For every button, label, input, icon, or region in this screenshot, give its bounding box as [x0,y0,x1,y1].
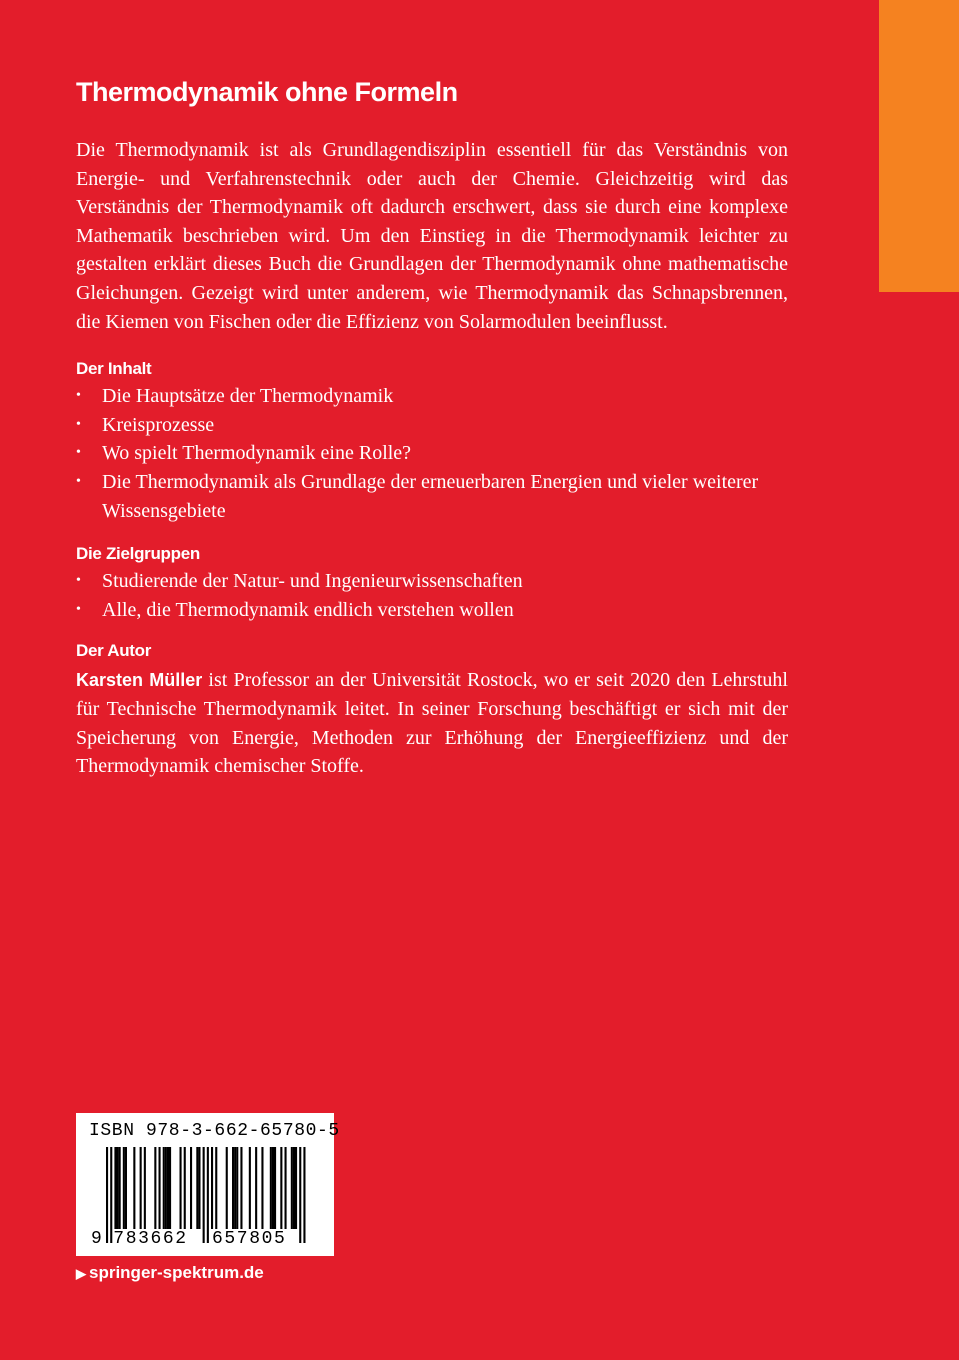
barcode-bar [255,1147,257,1229]
bullet-icon: • [76,416,81,432]
barcode-bar [236,1147,238,1229]
barcode-bar [117,1147,119,1229]
barcode-bar [196,1147,198,1229]
publisher-website [76,1262,264,1285]
barcode-bar [119,1147,121,1229]
barcode-bar [165,1147,167,1229]
author-bio [76,666,788,780]
audience-heading: Die Zielgruppen [76,544,200,564]
contents-section [76,356,788,525]
barcode-bar [234,1147,236,1229]
book-title: Thermodynamik ohne Formeln [76,77,458,107]
barcode-bar [106,1147,108,1243]
barcode-digit-lead: 9 [91,1229,102,1249]
list-item: • Die Thermodynamik als Grundlage der erneuerbaren Energien und vieler weiterer Wissensgebiete [76,468,788,525]
barcode-bar [240,1147,242,1229]
barcode-bar [110,1147,112,1243]
barcode-bar [198,1147,200,1229]
author-bio-text: ist Professor an der Universität Rostock, wo er seit 2020 den Lehrstuhl für Technische Thermodynamik leitet. In seiner Forschung beschäftigt er sich mit der Speicherung von Energie, Methoden zur Erhöhung der Energieeffizienz und der Thermodynamik chemischer Stoffe. [76,669,788,778]
back-cover-text [76,72,788,781]
barcode-digits-left: 783662 [113,1229,188,1249]
barcode-bar [285,1147,287,1229]
audience-section [76,541,788,624]
intro-paragraph: Die Thermodynamik ist als Grundlagendisziplin essentiell für das Verständnis von Energie- und Verfahrenstechnik oder auch der Chemie. Gleichzeitig wird das Verständnis der Thermodynamik oft dadurch erschwert, dass sie durch eine komplexe Mathematik beschrieben wird. Um den Einstieg in die Thermodynamik leichter zu gestalten erklärt dieses Buch die Grundlagen der Thermodynamik ohne mathematische Gleichungen. Gezeigt wird unter anderem, wie Thermodynamik das Schnapsbrennen, die Kiemen von Fischen oder die Effizienz von Solarmodulen beeinflusst. [76,139,788,333]
bullet-icon: • [76,601,81,617]
barcode-bar [261,1147,263,1229]
bullet-icon: • [76,573,81,589]
orange-corner-tab [879,0,959,292]
bullet-icon: • [76,388,81,404]
barcode-bar [184,1147,186,1229]
barcode-bar [215,1147,217,1229]
barcode-bar [169,1147,171,1229]
play-arrow-icon: ▶ [76,1266,86,1281]
bullet-icon: • [76,445,81,461]
barcode-bar [167,1147,169,1229]
list-item: • Kreisprozesse [76,411,788,440]
contents-list [76,382,788,525]
barcode-bar [114,1147,116,1229]
isbn-barcode [76,1113,340,1256]
barcode-bar [249,1147,251,1229]
barcode-bar [180,1147,182,1229]
barcode-bar [272,1147,274,1229]
barcode-bar [291,1147,293,1229]
barcode-bar [274,1147,276,1229]
barcode-digits-right: 657805 [212,1229,287,1249]
barcode-bar [293,1147,295,1229]
barcode-bar [140,1147,142,1229]
barcode-bar [163,1147,165,1229]
list-item: • Studierende der Natur- und Ingenieurwissenschaften [76,567,788,596]
bullet-icon: • [76,473,81,489]
barcode-bar [280,1147,282,1229]
barcode-bar [154,1147,156,1229]
list-item: • Alle, die Thermodynamik endlich verstehen wollen [76,596,788,625]
barcode-bar [159,1147,161,1229]
contents-heading: Der Inhalt [76,359,152,379]
barcode-bar [226,1147,228,1229]
isbn-label: ISBN 978-3-662-65780-5 [89,1121,340,1141]
website-url: springer-spektrum.de [89,1263,264,1282]
barcode-bar [190,1147,192,1229]
barcode-bar [123,1147,125,1229]
barcode-bar [295,1147,297,1229]
author-heading: Der Autor [76,641,152,661]
author-section [76,638,788,780]
barcode-bar [144,1147,146,1229]
list-item: • Die Hauptsätze der Thermodynamik [76,382,788,411]
barcode-bar [270,1147,272,1229]
author-name: Karsten Müller [76,670,203,691]
barcode-bar [133,1147,135,1229]
barcode-bar [232,1147,234,1229]
list-item: • Wo spielt Thermodynamik eine Rolle? [76,439,788,468]
barcode-bar [211,1147,213,1229]
audience-list [76,567,788,624]
barcode-bar [125,1147,127,1229]
